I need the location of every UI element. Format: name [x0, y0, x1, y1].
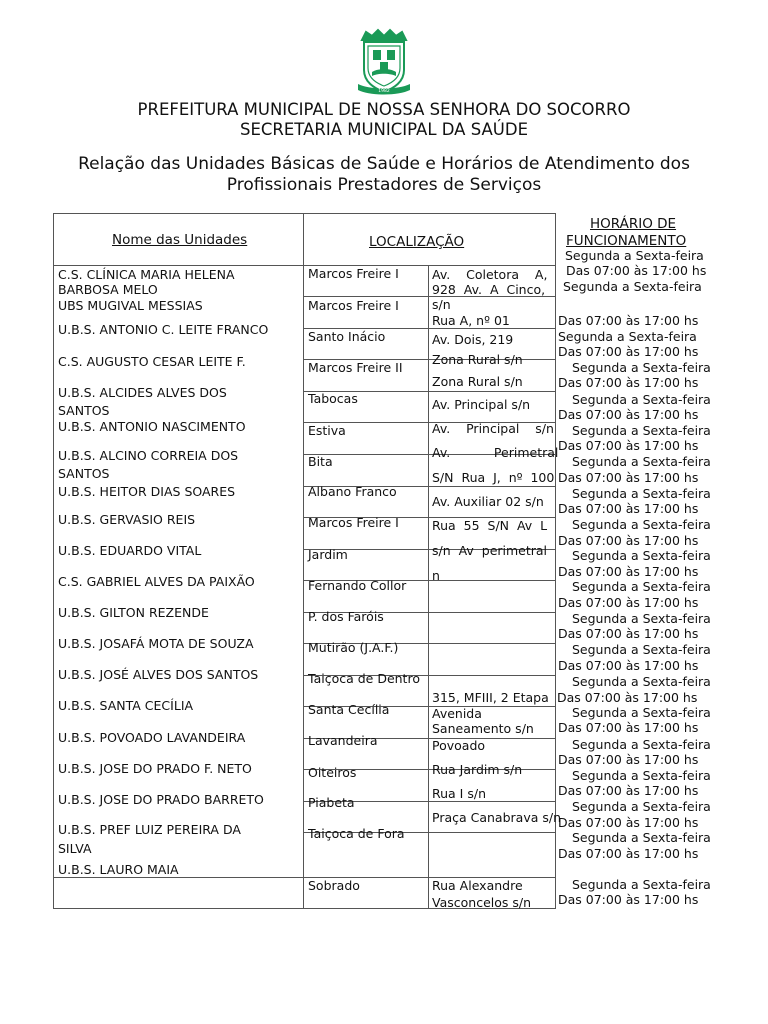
address-line: Vasconcelos s/n: [432, 895, 532, 910]
hours-time: Das 07:00 às 17:00 hs: [558, 846, 699, 861]
hours-days: Segunda a Sexta-feira: [572, 611, 711, 626]
address-line: S/N Rua J, nº 100: [432, 470, 555, 485]
hours-days: Segunda a Sexta-feira: [572, 486, 711, 501]
hours-time: Das 07:00 às 17:00 hs: [558, 815, 699, 830]
address-line: Praça Canabrava s/n: [432, 810, 562, 825]
address-line: 928 Av. A Cinco,: [432, 282, 546, 297]
hours-time: Das 07:00 às 17:00 hs: [558, 313, 699, 328]
unit-name: U.B.S. JOSAFÁ MOTA DE SOUZA: [58, 636, 254, 651]
unit-name: SANTOS: [58, 466, 110, 481]
hours-time: Das 07:00 às 17:00 hs: [557, 690, 698, 705]
unit-name: U.B.S. JOSE DO PRADO BARRETO: [58, 792, 264, 807]
neighborhood: Taiçoca de Fora: [308, 826, 405, 841]
address-line: Rua Alexandre: [432, 878, 523, 893]
hours-days: Segunda a Sexta-feira: [572, 674, 711, 689]
unit-name: C.S. AUGUSTO CESAR LEITE F.: [58, 354, 246, 369]
hours-time: Das 07:00 às 17:00 hs: [558, 783, 699, 798]
address-line: Saneamento s/n: [432, 721, 534, 736]
hours-time: Das 07:00 às 17:00 hs: [558, 344, 699, 359]
address-line: Povoado: [432, 738, 486, 753]
hours-days: Segunda a Sexta-feira: [572, 768, 711, 783]
address-line: Av. Perimetral: [432, 445, 559, 460]
hours-days: Segunda a Sexta-feira: [572, 737, 711, 752]
unit-name: UBS MUGIVAL MESSIAS: [58, 298, 203, 313]
neighborhood: Sobrado: [308, 878, 360, 893]
hours-time: Das 07:00 às 17:00 hs: [558, 595, 699, 610]
column-header-location: LOCALIZAÇÃO: [369, 234, 465, 250]
address-line: Av. Auxiliar 02 s/n: [432, 494, 544, 509]
hours-time: Das 07:00 às 17:00 hs: [558, 470, 699, 485]
hours-days: Segunda a Sexta-feira: [563, 279, 702, 294]
hours-time: Das 07:00 às 17:00 hs: [558, 892, 699, 907]
unit-name: U.B.S. HEITOR DIAS SOARES: [58, 484, 236, 499]
hours-time: Das 07:00 às 17:00 hs: [566, 263, 707, 278]
address-line: n: [432, 568, 440, 583]
address-line: Avenida: [432, 706, 482, 721]
column-header-unit-name: Nome das Unidades: [112, 232, 248, 248]
unit-name: U.B.S. PREF LUIZ PEREIRA DA: [58, 822, 241, 837]
address-line: Rua Jardim s/n: [432, 762, 523, 777]
neighborhood: Mutirão (J.A.F.): [308, 640, 399, 655]
hours-days: Segunda a Sexta-feira: [572, 799, 711, 814]
neighborhood: Oiteiros: [308, 765, 357, 780]
hours-days: Segunda a Sexta-feira: [572, 548, 711, 563]
address-line: s/n: [432, 297, 451, 312]
unit-name: U.B.S. ALCIDES ALVES DOS: [58, 385, 227, 400]
emblem-year: 1982: [378, 89, 390, 94]
unit-name: U.B.S. EDUARDO VITAL: [58, 543, 202, 558]
neighborhood: Santa Cecília: [308, 702, 390, 717]
neighborhood: Albano Franco: [308, 484, 397, 499]
header-secretaria: SECRETARIA MUNICIPAL DA SAÚDE: [239, 120, 528, 139]
unit-name: SILVA: [58, 841, 92, 856]
hours-time: Das 07:00 às 17:00 hs: [558, 752, 699, 767]
hours-days: Segunda a Sexta-feira: [565, 248, 704, 263]
hours-time: Das 07:00 às 17:00 hs: [558, 438, 699, 453]
unit-name: U.B.S. LAURO MAIA: [58, 862, 179, 877]
hours-days: Segunda a Sexta-feira: [572, 705, 711, 720]
address-line: Rua I s/n: [432, 786, 486, 801]
hours-time: Das 07:00 às 17:00 hs: [558, 407, 699, 422]
hours-time: Das 07:00 às 17:00 hs: [558, 720, 699, 735]
unit-name: U.B.S. SANTA CECÍLIA: [58, 698, 194, 713]
document-title-line-2: Profissionais Prestadores de Serviços: [226, 175, 542, 195]
unit-name: SANTOS: [58, 403, 110, 418]
neighborhood: Tabocas: [308, 391, 358, 406]
hours-days: Segunda a Sexta-feira: [572, 517, 711, 532]
unit-name: C.S. GABRIEL ALVES DA PAIXÃO: [58, 574, 255, 589]
address-line: Av. Principal s/n: [432, 397, 531, 412]
neighborhood: Marcos Freire I: [308, 266, 399, 281]
neighborhood: Marcos Freire II: [308, 360, 403, 375]
neighborhood: Santo Inácio: [308, 329, 386, 344]
hours-days: Segunda a Sexta-feira: [572, 423, 711, 438]
unit-name: U.B.S. ALCINO CORREIA DOS: [58, 448, 239, 463]
hours-time: Das 07:00 às 17:00 hs: [558, 533, 699, 548]
municipal-coat-of-arms-icon: [356, 26, 412, 98]
unit-name: U.B.S. POVOADO LAVANDEIRA: [58, 730, 246, 745]
column-header-hours-line-1: HORÁRIO DE: [590, 216, 677, 232]
hours-time: Das 07:00 às 17:00 hs: [558, 658, 699, 673]
hours-days: Segunda a Sexta-feira: [572, 392, 711, 407]
address-line: Zona Rural s/n: [432, 374, 523, 389]
hours-days: Segunda a Sexta-feira: [572, 642, 711, 657]
address-line: Av. Coletora A,: [432, 267, 548, 282]
hours-time: Das 07:00 às 17:00 hs: [558, 564, 699, 579]
neighborhood: Jardim: [308, 547, 348, 562]
hours-days: Segunda a Sexta-feira: [572, 877, 711, 892]
header-prefeitura: PREFEITURA MUNICIPAL DE NOSSA SENHORA DO SOCORRO: [137, 100, 631, 119]
neighborhood: Fernando Collor: [308, 578, 407, 593]
document-title-line-1: Relação das Unidades Básicas de Saúde e Horários de Atendimento dos: [78, 154, 690, 174]
hours-time: Das 07:00 às 17:00 hs: [558, 501, 699, 516]
unit-name: U.B.S. JOSÉ ALVES DOS SANTOS: [58, 667, 259, 682]
hours-days: Segunda a Sexta-feira: [558, 329, 697, 344]
address-line: Av. Principal s/n: [432, 421, 554, 436]
unit-name: C.S. CLÍNICA MARIA HELENA: [58, 267, 235, 282]
neighborhood: Taiçoca de Dentro: [308, 671, 420, 686]
unit-name: U.B.S. ANTONIO C. LEITE FRANCO: [58, 322, 269, 337]
unit-name: BARBOSA MELO: [58, 282, 158, 297]
hours-days: Segunda a Sexta-feira: [572, 360, 711, 375]
neighborhood: Lavandeira: [308, 733, 378, 748]
hours-time: Das 07:00 às 17:00 hs: [558, 626, 699, 641]
address-line: 315, MFIII, 2 Etapa: [432, 690, 549, 705]
neighborhood: Bita: [308, 454, 333, 469]
address-line: Zona Rural s/n: [432, 352, 523, 367]
unit-name: U.B.S. ANTONIO NASCIMENTO: [58, 419, 246, 434]
hours-days: Segunda a Sexta-feira: [572, 579, 711, 594]
neighborhood: Piabeta: [308, 795, 355, 810]
neighborhood: Estiva: [308, 423, 346, 438]
hours-days: Segunda a Sexta-feira: [572, 830, 711, 845]
hours-time: Das 07:00 às 17:00 hs: [558, 375, 699, 390]
neighborhood: P. dos Faróis: [308, 609, 384, 624]
column-header-hours-line-2: FUNCIONAMENTO: [566, 233, 687, 249]
address-line: s/n Av perimetral: [432, 543, 548, 558]
unit-name: U.B.S. GILTON REZENDE: [58, 605, 209, 620]
neighborhood: Marcos Freire I: [308, 515, 399, 530]
address-line: Rua 55 S/N Av L: [432, 518, 548, 533]
address-line: Av. Dois, 219: [432, 332, 514, 347]
unit-name: U.B.S. JOSE DO PRADO F. NETO: [58, 761, 252, 776]
neighborhood: Marcos Freire I: [308, 298, 399, 313]
unit-name: U.B.S. GERVASIO REIS: [58, 512, 196, 527]
address-line: Rua A, nº 01: [432, 313, 510, 328]
hours-days: Segunda a Sexta-feira: [572, 454, 711, 469]
